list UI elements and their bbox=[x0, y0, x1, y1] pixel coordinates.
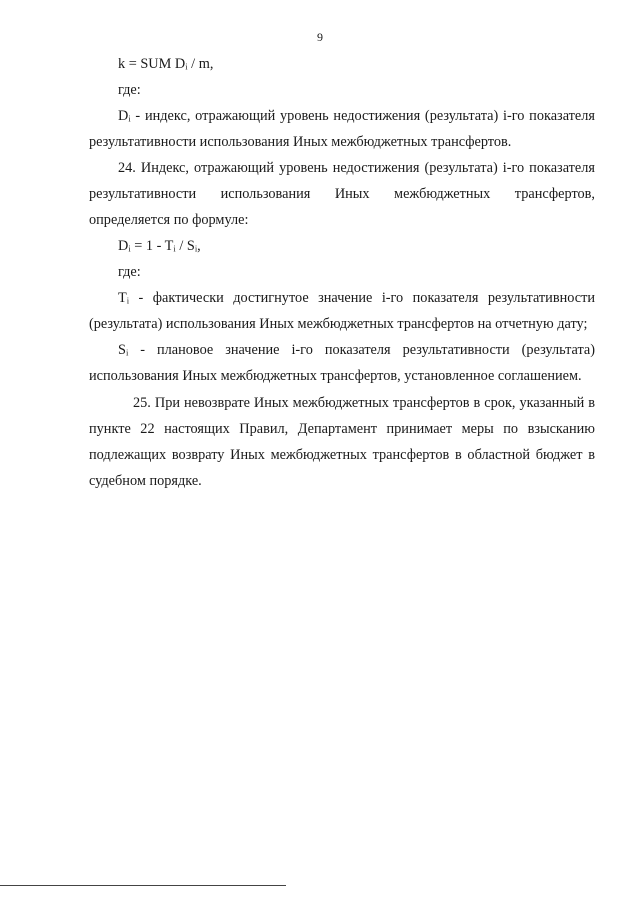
formula-k: k = SUM Dᵢ / m, bbox=[118, 56, 214, 72]
document-body bbox=[89, 51, 595, 494]
where-label-2: где: bbox=[118, 264, 141, 280]
definition-di: Dᵢ - индекс, отражающий уровень недостижения (результата) i-го показателя результативности использования Иных межбюджетных трансфертов. bbox=[89, 108, 595, 150]
footer-rule bbox=[0, 885, 286, 886]
paragraph-24: 24. Индекс, отражающий уровень недостижения (результата) i-го показателя результативности использования Иных межбюджетных трансфертов, определяется по формуле: bbox=[89, 160, 595, 228]
paragraph-25: 25. При невозврате Иных межбюджетных трансфертов в срок, указанный в пункте 22 настоящих Правил, Департамент принимает меры по взысканию подлежащих возврату Иных межбюджетных трансфертов в областной бюджет в судебном порядке. bbox=[89, 395, 595, 489]
page-number: 9 bbox=[317, 30, 323, 44]
definition-si: Sᵢ - плановое значение i-го показателя результативности (результата) использования Иных межбюджетных трансфертов, установленное соглашением. bbox=[89, 342, 595, 384]
where-label-1: где: bbox=[118, 82, 141, 98]
definition-ti: Tᵢ - фактически достигнутое значение i-го показателя результативности (результата) использования Иных межбюджетных трансфертов на отчетную дату; bbox=[89, 290, 595, 332]
formula-di: Dᵢ = 1 - Tᵢ / Sᵢ, bbox=[118, 238, 201, 254]
